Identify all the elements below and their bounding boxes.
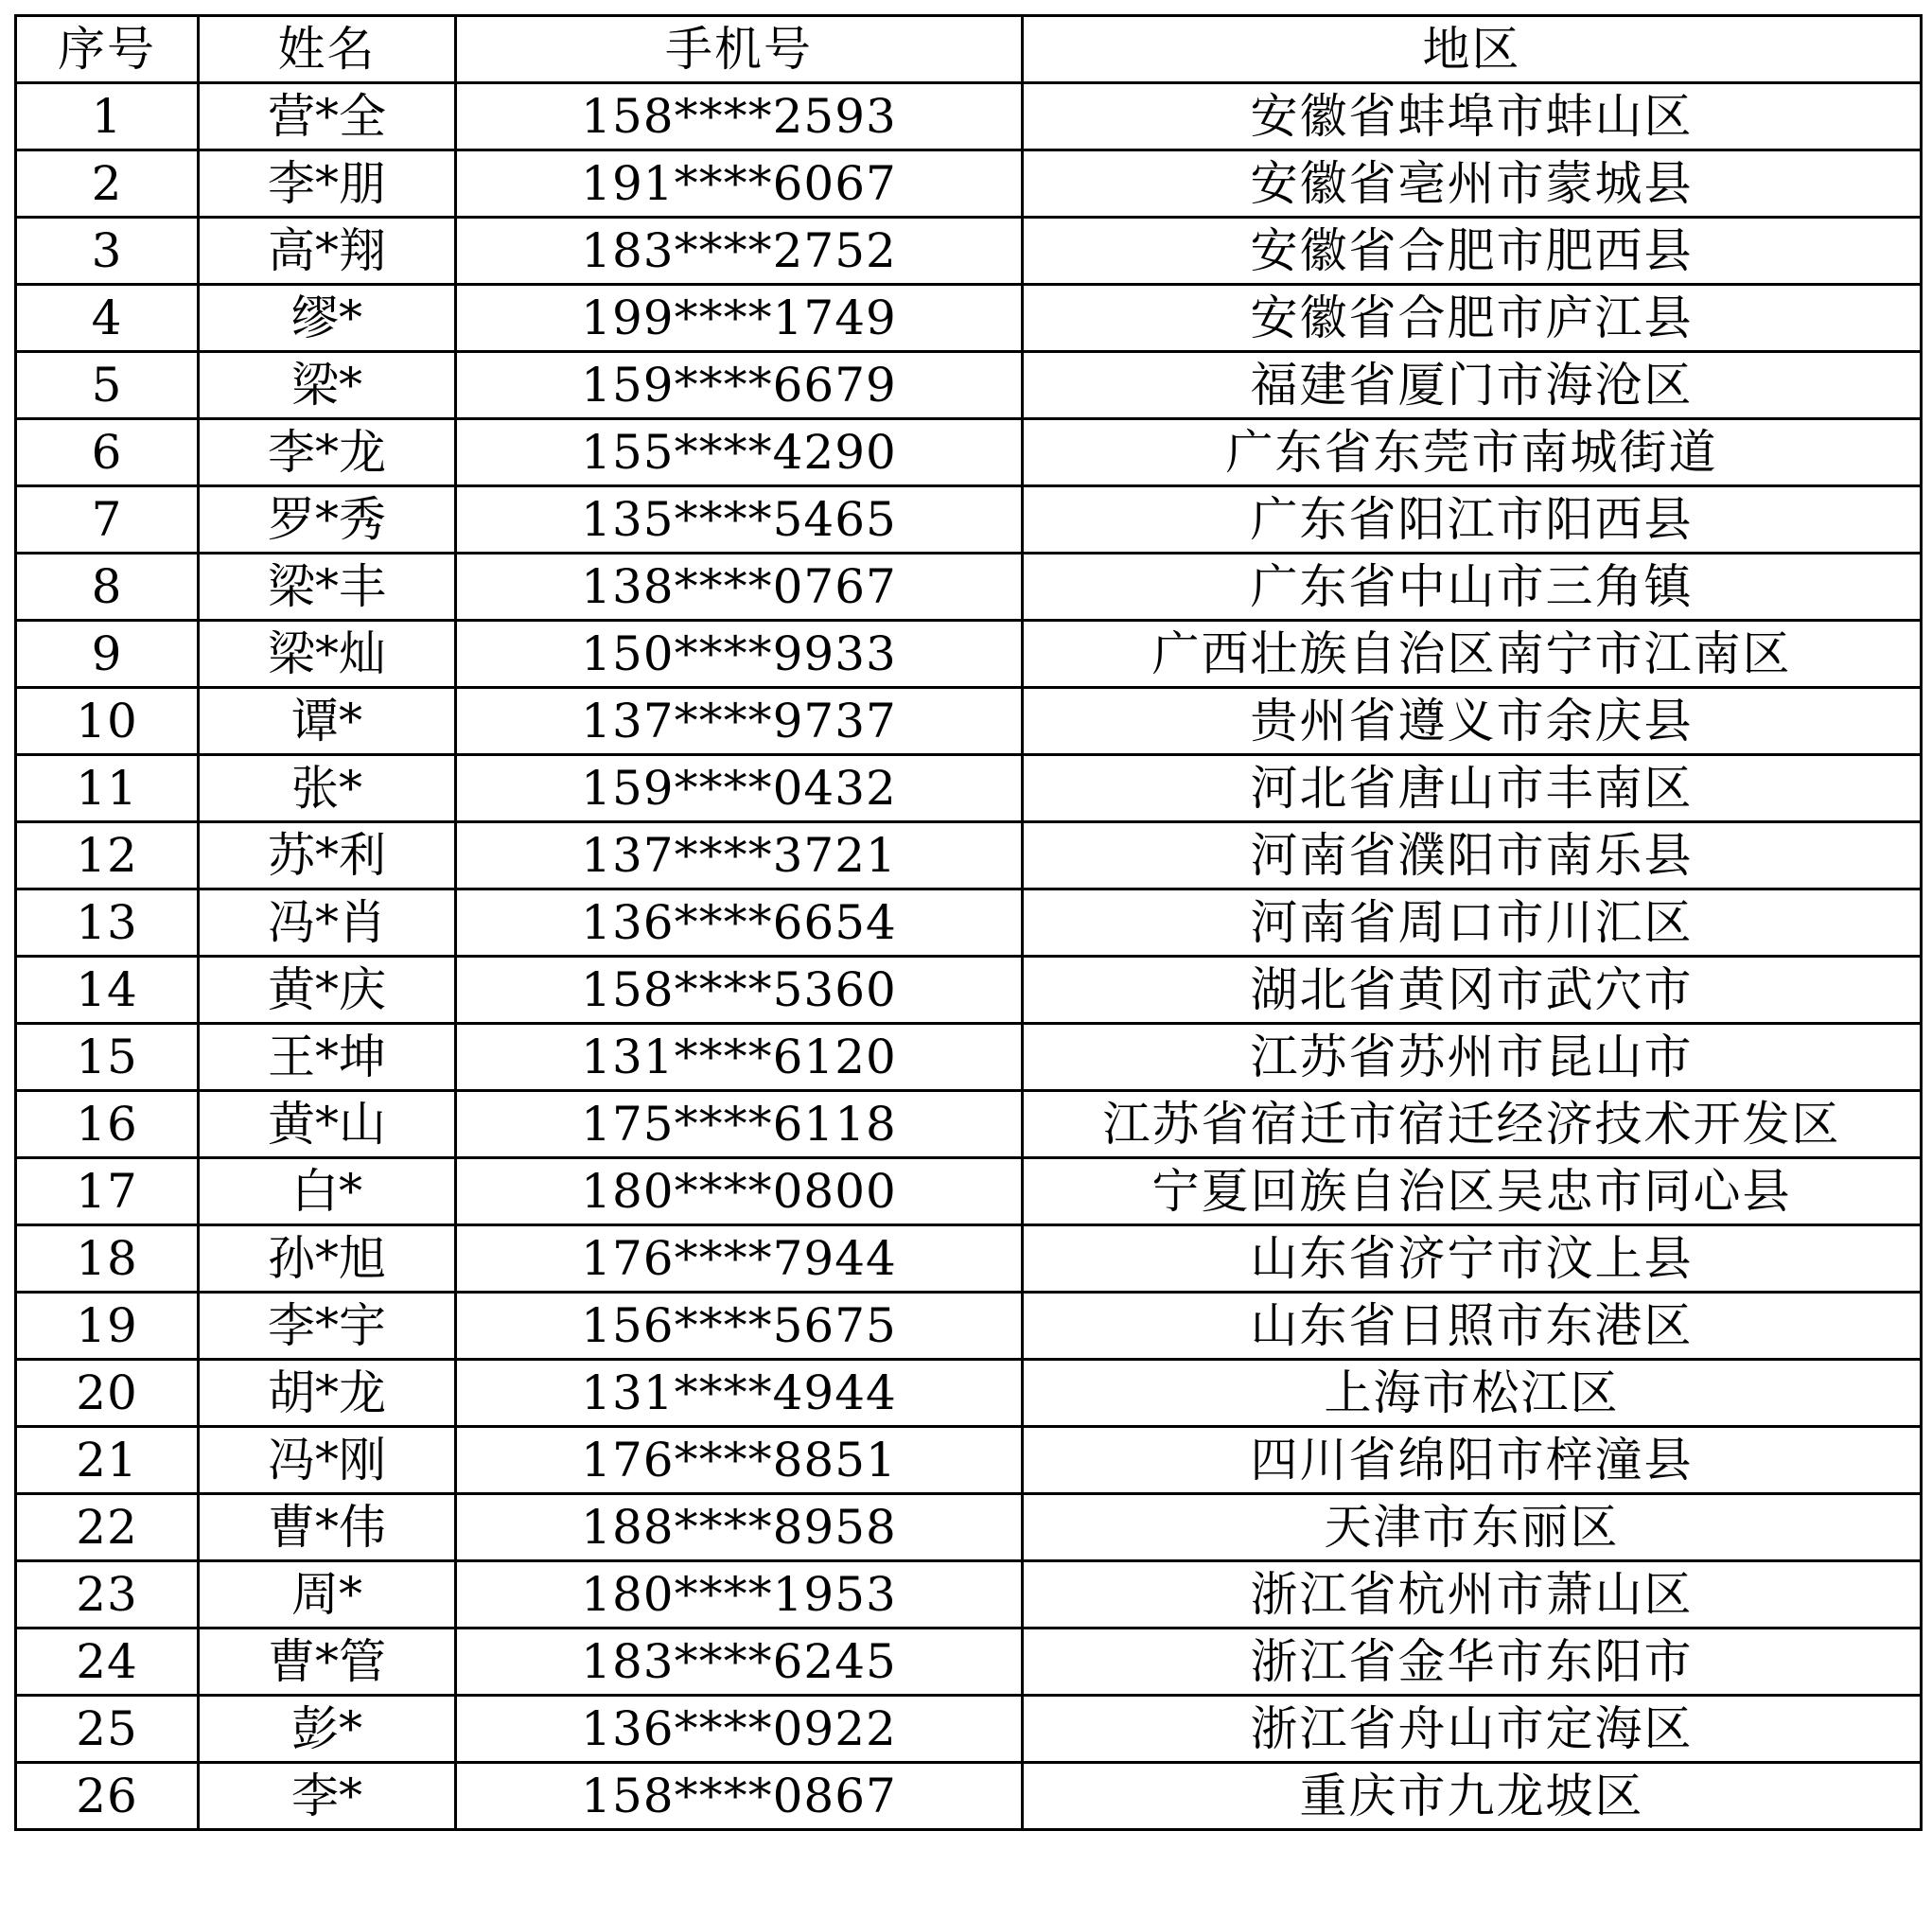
row-phone: 131****6120 xyxy=(456,1024,1023,1091)
row-phone: 137****3721 xyxy=(456,822,1023,889)
row-region: 广西壮族自治区南宁市江南区 xyxy=(1023,621,1922,688)
row-region: 浙江省金华市东阳市 xyxy=(1023,1629,1922,1696)
row-name: 缪* xyxy=(199,285,456,352)
row-seq: 18 xyxy=(16,1225,199,1293)
table-body xyxy=(16,83,1922,1830)
row-region: 山东省济宁市汶上县 xyxy=(1023,1225,1922,1293)
row-seq: 26 xyxy=(16,1763,199,1830)
table-row xyxy=(16,419,1922,486)
row-seq: 13 xyxy=(16,889,199,957)
row-name: 苏*利 xyxy=(199,822,456,889)
row-name: 白* xyxy=(199,1158,456,1225)
table-row xyxy=(16,889,1922,957)
row-region: 江苏省苏州市昆山市 xyxy=(1023,1024,1922,1091)
row-name: 王*坤 xyxy=(199,1024,456,1091)
row-seq: 1 xyxy=(16,83,199,150)
row-name: 曹*管 xyxy=(199,1629,456,1696)
row-phone: 155****4290 xyxy=(456,419,1023,486)
row-phone: 183****2752 xyxy=(456,218,1023,285)
row-seq: 4 xyxy=(16,285,199,352)
row-name: 梁* xyxy=(199,352,456,419)
table-row xyxy=(16,1561,1922,1629)
row-region: 重庆市九龙坡区 xyxy=(1023,1763,1922,1830)
column-header-phone: 手机号 xyxy=(456,16,1023,83)
row-name: 李*龙 xyxy=(199,419,456,486)
row-seq: 10 xyxy=(16,688,199,755)
row-phone: 136****0922 xyxy=(456,1696,1023,1763)
row-phone: 158****5360 xyxy=(456,957,1023,1024)
row-phone: 137****9737 xyxy=(456,688,1023,755)
table-row xyxy=(16,150,1922,218)
row-seq: 17 xyxy=(16,1158,199,1225)
row-phone: 150****9933 xyxy=(456,621,1023,688)
row-region: 上海市松江区 xyxy=(1023,1360,1922,1427)
row-name: 营*全 xyxy=(199,83,456,150)
row-seq: 21 xyxy=(16,1427,199,1494)
row-name: 冯*刚 xyxy=(199,1427,456,1494)
row-seq: 20 xyxy=(16,1360,199,1427)
row-name: 胡*龙 xyxy=(199,1360,456,1427)
row-region: 广东省东莞市南城街道 xyxy=(1023,419,1922,486)
row-phone: 138****0767 xyxy=(456,554,1023,621)
row-seq: 6 xyxy=(16,419,199,486)
row-phone: 176****7944 xyxy=(456,1225,1023,1293)
table-row xyxy=(16,1293,1922,1360)
row-region: 江苏省宿迁市宿迁经济技术开发区 xyxy=(1023,1091,1922,1158)
table-row xyxy=(16,822,1922,889)
row-name: 李* xyxy=(199,1763,456,1830)
row-phone: 180****1953 xyxy=(456,1561,1023,1629)
row-seq: 14 xyxy=(16,957,199,1024)
row-seq: 5 xyxy=(16,352,199,419)
row-seq: 2 xyxy=(16,150,199,218)
table-header-row xyxy=(16,16,1922,83)
row-name: 彭* xyxy=(199,1696,456,1763)
row-seq: 15 xyxy=(16,1024,199,1091)
table-row xyxy=(16,1091,1922,1158)
table-row xyxy=(16,957,1922,1024)
row-phone: 180****0800 xyxy=(456,1158,1023,1225)
row-phone: 159****6679 xyxy=(456,352,1023,419)
row-region: 广东省中山市三角镇 xyxy=(1023,554,1922,621)
table-row xyxy=(16,1629,1922,1696)
table-row xyxy=(16,486,1922,554)
row-name: 黄*山 xyxy=(199,1091,456,1158)
row-region: 安徽省合肥市肥西县 xyxy=(1023,218,1922,285)
row-name: 周* xyxy=(199,1561,456,1629)
row-name: 张* xyxy=(199,755,456,822)
table-row xyxy=(16,1225,1922,1293)
row-name: 孙*旭 xyxy=(199,1225,456,1293)
column-header-seq: 序号 xyxy=(16,16,199,83)
row-region: 安徽省亳州市蒙城县 xyxy=(1023,150,1922,218)
row-name: 高*翔 xyxy=(199,218,456,285)
row-region: 浙江省杭州市萧山区 xyxy=(1023,1561,1922,1629)
row-seq: 22 xyxy=(16,1494,199,1561)
row-region: 宁夏回族自治区吴忠市同心县 xyxy=(1023,1158,1922,1225)
table-row xyxy=(16,285,1922,352)
column-header-name: 姓名 xyxy=(199,16,456,83)
table-row xyxy=(16,1494,1922,1561)
column-header-region: 地区 xyxy=(1023,16,1922,83)
row-name: 冯*肖 xyxy=(199,889,456,957)
table-row xyxy=(16,688,1922,755)
table-row xyxy=(16,755,1922,822)
row-region: 浙江省舟山市定海区 xyxy=(1023,1696,1922,1763)
row-name: 李*宇 xyxy=(199,1293,456,1360)
row-region: 湖北省黄冈市武穴市 xyxy=(1023,957,1922,1024)
row-seq: 11 xyxy=(16,755,199,822)
row-name: 谭* xyxy=(199,688,456,755)
row-phone: 135****5465 xyxy=(456,486,1023,554)
row-region: 四川省绵阳市梓潼县 xyxy=(1023,1427,1922,1494)
row-phone: 136****6654 xyxy=(456,889,1023,957)
row-region: 安徽省蚌埠市蚌山区 xyxy=(1023,83,1922,150)
table-row xyxy=(16,352,1922,419)
row-region: 天津市东丽区 xyxy=(1023,1494,1922,1561)
row-phone: 199****1749 xyxy=(456,285,1023,352)
row-phone: 183****6245 xyxy=(456,1629,1023,1696)
row-phone: 158****2593 xyxy=(456,83,1023,150)
table-row xyxy=(16,83,1922,150)
row-seq: 12 xyxy=(16,822,199,889)
row-phone: 176****8851 xyxy=(456,1427,1023,1494)
table-row xyxy=(16,1360,1922,1427)
row-region: 河南省周口市川汇区 xyxy=(1023,889,1922,957)
row-region: 河北省唐山市丰南区 xyxy=(1023,755,1922,822)
row-phone: 191****6067 xyxy=(456,150,1023,218)
table-row xyxy=(16,621,1922,688)
row-region: 河南省濮阳市南乐县 xyxy=(1023,822,1922,889)
roster-table xyxy=(14,14,1923,1831)
table-row xyxy=(16,554,1922,621)
row-name: 黄*庆 xyxy=(199,957,456,1024)
table-row xyxy=(16,1696,1922,1763)
row-seq: 24 xyxy=(16,1629,199,1696)
row-seq: 25 xyxy=(16,1696,199,1763)
row-region: 广东省阳江市阳西县 xyxy=(1023,486,1922,554)
table-row xyxy=(16,1024,1922,1091)
table-row xyxy=(16,1427,1922,1494)
row-seq: 16 xyxy=(16,1091,199,1158)
row-seq: 3 xyxy=(16,218,199,285)
row-name: 罗*秀 xyxy=(199,486,456,554)
row-seq: 23 xyxy=(16,1561,199,1629)
row-phone: 156****5675 xyxy=(456,1293,1023,1360)
row-region: 福建省厦门市海沧区 xyxy=(1023,352,1922,419)
row-seq: 7 xyxy=(16,486,199,554)
row-name: 梁*丰 xyxy=(199,554,456,621)
row-phone: 158****0867 xyxy=(456,1763,1023,1830)
row-seq: 9 xyxy=(16,621,199,688)
row-name: 曹*伟 xyxy=(199,1494,456,1561)
row-phone: 159****0432 xyxy=(456,755,1023,822)
row-seq: 19 xyxy=(16,1293,199,1360)
row-phone: 131****4944 xyxy=(456,1360,1023,1427)
table-row xyxy=(16,1763,1922,1830)
row-phone: 175****6118 xyxy=(456,1091,1023,1158)
table-row xyxy=(16,1158,1922,1225)
row-name: 李*朋 xyxy=(199,150,456,218)
table-row xyxy=(16,218,1922,285)
row-phone: 188****8958 xyxy=(456,1494,1023,1561)
row-region: 安徽省合肥市庐江县 xyxy=(1023,285,1922,352)
row-region: 山东省日照市东港区 xyxy=(1023,1293,1922,1360)
row-seq: 8 xyxy=(16,554,199,621)
row-region: 贵州省遵义市余庆县 xyxy=(1023,688,1922,755)
row-name: 梁*灿 xyxy=(199,621,456,688)
